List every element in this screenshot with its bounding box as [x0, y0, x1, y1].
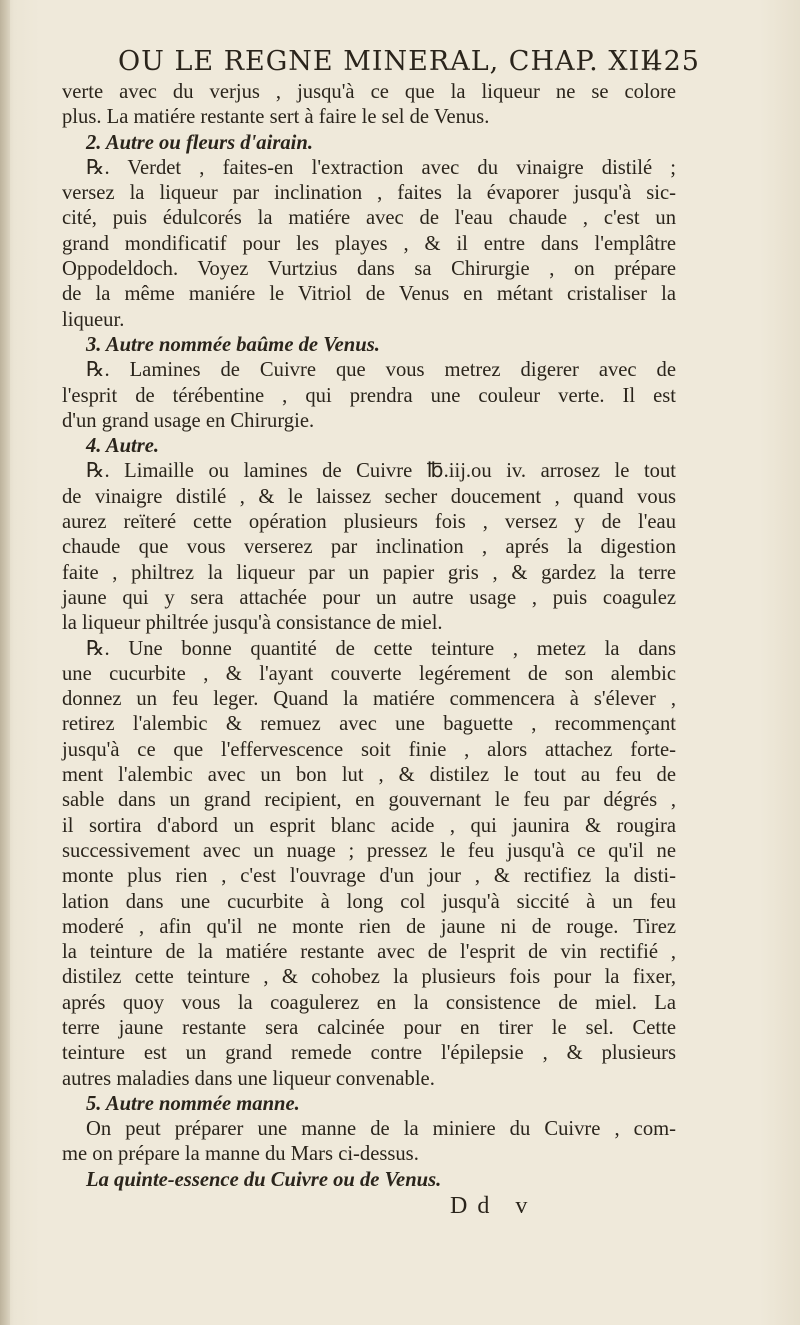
text-line: il sortira d'abord un esprit blanc acide , qui jaunira & rougira — [62, 814, 676, 837]
text-line: une cucurbite , & l'ayant couverte legérement de son alembic — [62, 662, 676, 685]
text-line: donnez un feu leger. Quand la matiére commencera à s'élever , — [62, 688, 676, 711]
page-number: 425 — [645, 46, 700, 77]
section-heading: 3. Autre nommée baûme de Venus. — [86, 333, 380, 356]
text-line: autres maladies dans une liqueur convenable. — [62, 1067, 435, 1090]
text-line: d'un grand usage en Chirurgie. — [62, 409, 315, 432]
text-line: verte avec du verjus , jusqu'à ce que la liqueur ne se colore — [62, 81, 676, 103]
text-line: lation dans une cucurbite à long col jusqu'à siccité à un feu — [62, 890, 676, 913]
text-line: jusqu'à ce que l'effervescence soit finie , alors attachez forte- — [62, 738, 676, 761]
text-line: sable dans un grand recipient, en gouvernant le feu par dégrés , — [62, 789, 676, 812]
page-gutter-shadow — [0, 0, 10, 1325]
text-line: grand mondificatif pour les playes , & il entre dans l'emplâtre — [62, 232, 676, 255]
text-line: cité, puis édulcorés la matiére avec de l'eau chaude , c'est un — [62, 207, 676, 230]
text-line: ment l'alembic avec un bon lut , & distilez le tout au feu de — [62, 764, 676, 787]
section-heading: La quinte-essence du Cuivre ou de Venus. — [86, 1168, 442, 1191]
text-line: ℞. Lamines de Cuivre que vous metrez digerer avec de — [86, 359, 676, 382]
text-line: monte plus rien , c'est l'ouvrage d'un jour , & rectifiez la disti- — [62, 865, 676, 888]
text-line: de la même maniére le Vitriol de Venus en métant cristaliser la — [62, 283, 676, 306]
text-line: la liqueur philtrée jusqu'à consistance de miel. — [62, 612, 443, 635]
text-line: distilez cette teinture , & cohobez la plusieurs fois pour la fixer, — [62, 966, 676, 989]
text-line: aprés quoy vous la coagulerez en la consistence de miel. La — [62, 991, 676, 1014]
text-line: jaune qui y sera attachée pour un autre usage , puis coagulez — [62, 586, 676, 609]
text-line: de vinaigre distilé , & le laissez secher doucement , quand vous — [62, 485, 676, 508]
text-line: ℞. Une bonne quantité de cette teinture , metez la dans — [86, 637, 676, 660]
text-line: successivement avec un nuage ; pressez le feu jusqu'à ce qu'il ne — [62, 839, 676, 862]
text-line: Oppodeldoch. Voyez Vurtzius dans sa Chirurgie , on prépare — [62, 258, 676, 281]
page-body-text — [62, 80, 676, 1193]
running-head-title: OU LE REGNE MINERAL, CHAP. XII. — [118, 46, 662, 77]
text-line: ℞. Verdet , faites-en l'extraction avec du vinaigre distilé ; — [86, 156, 676, 179]
section-heading: 2. Autre ou fleurs d'airain. — [86, 131, 313, 154]
text-line: versez la liqueur par inclination , faites la évaporer jusqu'à sic- — [62, 182, 676, 205]
signature-mark: Dd v — [450, 1193, 538, 1219]
section-heading: 4. Autre. — [86, 435, 160, 458]
text-line: retirez l'alembic & remuez avec une baguette , recommençant — [62, 713, 676, 736]
text-line: faite , philtrez la liqueur par un papier gris , & gardez la terre — [62, 561, 676, 584]
text-line: moderé , afin qu'il ne monte rien de jaune ni de rouge. Tirez — [62, 915, 676, 938]
text-line: liqueur. — [62, 308, 125, 331]
text-line: terre jaune restante sera calcinée pour en tirer le sel. Cette — [62, 1016, 676, 1039]
text-line: On peut préparer une manne de la miniere du Cuivre , com- — [86, 1118, 676, 1141]
text-line: chaude que vous verserez par inclination , aprés la digestion — [62, 536, 676, 559]
text-line: me on prépare la manne du Mars ci-dessus. — [62, 1143, 419, 1166]
text-line: plus. La matiére restante sert à faire le sel de Venus. — [62, 106, 490, 129]
text-line: l'esprit de térébentine , qui prendra une couleur verte. Il est — [62, 384, 676, 407]
text-line: la teinture de la matiére restante avec de l'esprit de vin rectifié , — [62, 941, 676, 964]
text-line: teinture est un grand remede contre l'épilepsie , & plusieurs — [62, 1042, 676, 1065]
text-line: ℞. Limaille ou lamines de Cuivre ℔.iij.ou iv. arrosez le tout — [86, 460, 676, 483]
running-header — [118, 46, 700, 77]
text-line: aurez reïteré cette opération plusieurs fois , versez y de l'eau — [62, 511, 676, 534]
section-heading: 5. Autre nommée manne. — [86, 1092, 300, 1115]
